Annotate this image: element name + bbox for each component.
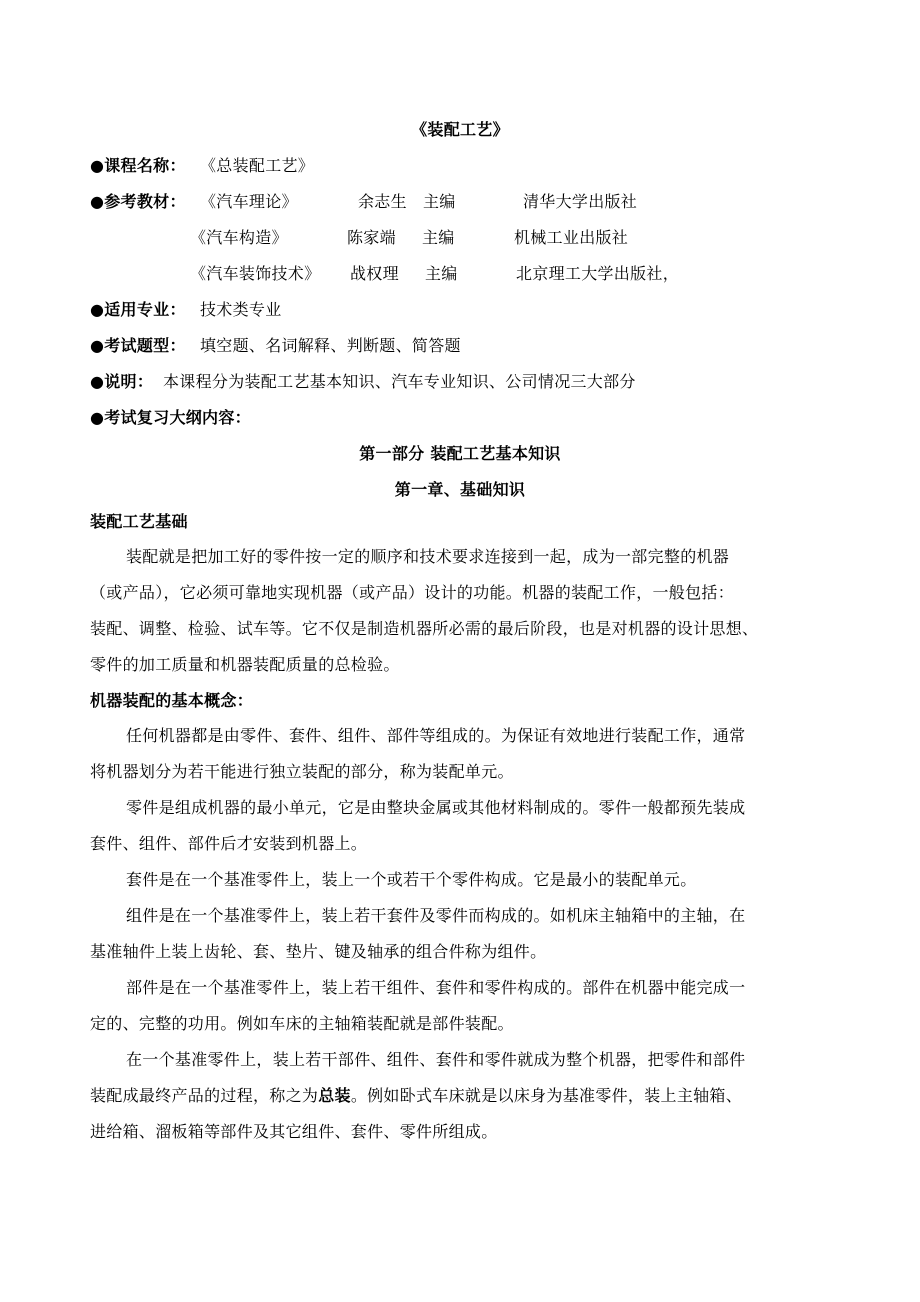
paragraph-line xyxy=(0,542,920,572)
ref-author: 余志生 xyxy=(358,192,407,211)
paragraph-text-pre: 装配成最终产品的过程，称之为 xyxy=(90,1086,319,1105)
exam-type-value: 填空题、名词解释、判断题、简答题 xyxy=(200,336,461,355)
reference-row-3 xyxy=(0,259,920,289)
paragraph-text: 装配就是把加工好的零件按一定的顺序和技术要求连接到一起，成为一部完整的机器 xyxy=(126,547,730,566)
paragraph-line xyxy=(0,757,920,787)
paragraph-line xyxy=(0,793,920,823)
chapter-title: 第一章、基础知识 xyxy=(394,480,526,499)
paragraph-text: 套件、组件、部件后才安装到机器上。 xyxy=(90,834,368,853)
paragraph-line xyxy=(0,829,920,859)
paragraph-line xyxy=(0,1009,920,1039)
paragraph-text: 在一个基准零件上，装上若干部件、组件、套件和零件就成为整个机器，把零件和部件 xyxy=(126,1050,746,1069)
note-row xyxy=(0,367,920,397)
ref-author: 陈家端 xyxy=(347,228,396,247)
paragraph-line xyxy=(0,1081,920,1111)
section-heading xyxy=(0,507,920,537)
paragraph-text: 进给箱、溜板箱等部件及其它组件、套件、零件所组成。 xyxy=(90,1122,498,1141)
paragraph-line xyxy=(0,1045,920,1075)
paragraph-text: （或产品），它必须可靠地实现机器（或产品）设计的功能。机器的装配工作，一般包括： xyxy=(90,583,735,602)
paragraph-line xyxy=(0,578,920,608)
paragraph-line xyxy=(0,650,920,680)
exam-type-label: ●考试题型： xyxy=(90,336,186,355)
section-heading-text: 装配工艺基础 xyxy=(90,512,188,531)
reference-row-2 xyxy=(0,223,920,253)
paragraph-text: 将机器划分为若干能进行独立装配的部分，称为装配单元。 xyxy=(90,762,514,781)
section-heading-text: 机器装配的基本概念： xyxy=(90,691,254,710)
paragraph-text: 套件是在一个基准零件上，装上一个或若干个零件构成。它是最小的装配单元。 xyxy=(126,870,697,889)
paragraph-line xyxy=(0,614,920,644)
ref-role: 主编 xyxy=(423,192,456,211)
section-heading xyxy=(0,686,920,716)
note-label: ●说明： xyxy=(90,372,154,391)
ref-book: 《汽车装饰技术》 xyxy=(190,264,321,283)
paragraph-text-post: 。例如卧式车床就是以床身为基准零件，装上主轴箱、 xyxy=(350,1086,743,1105)
paragraph-line xyxy=(0,721,920,751)
paragraph-text: 装配、调整、检验、试车等。它不仅是制造机器所必需的最后阶段，也是对机器的设计思想、 xyxy=(90,619,759,638)
course-name-value: 《总装配工艺》 xyxy=(200,156,315,175)
references-label: ●参考教材： xyxy=(90,192,186,211)
course-name-label: ●课程名称： xyxy=(90,156,186,175)
ref-role: 主编 xyxy=(425,264,458,283)
ref-role: 主编 xyxy=(422,228,455,247)
outline-label: ●考试复习大纲内容： xyxy=(90,408,251,427)
ref-publisher: 机械工业出版社 xyxy=(514,228,629,247)
paragraph-text: 零件的加工质量和机器装配质量的总检验。 xyxy=(90,655,400,674)
paragraph-line xyxy=(0,937,920,967)
document-title: 《装配工艺》 xyxy=(411,120,509,139)
paragraph-line xyxy=(0,865,920,895)
major-value: 技术类专业 xyxy=(200,300,282,319)
ref-book: 《汽车构造》 xyxy=(190,228,288,247)
major-label: ●适用专业： xyxy=(90,300,186,319)
outline-row xyxy=(0,403,920,433)
note-value: 本课程分为装配工艺基本知识、汽车专业知识、公司情况三大部分 xyxy=(163,372,636,391)
major-row xyxy=(0,295,920,325)
ref-book: 《汽车理论》 xyxy=(200,192,298,211)
ref-publisher: 北京理工大学出版社， xyxy=(516,264,680,283)
course-name-row xyxy=(0,151,920,181)
paragraph-text: 零件是组成机器的最小单元，它是由整块金属或其他材料制成的。零件一般都预先装成 xyxy=(126,798,746,817)
paragraph-text: 基准轴件上装上齿轮、套、垫片、键及轴承的组合件称为组件。 xyxy=(90,942,547,961)
bold-term: 总装 xyxy=(318,1086,351,1105)
paragraph-text xyxy=(90,1081,742,1111)
paragraph-line xyxy=(0,973,920,1003)
ref-publisher: 清华大学出版社 xyxy=(523,192,638,211)
ref-author: 战权理 xyxy=(350,264,399,283)
reference-row-1 xyxy=(0,187,920,217)
exam-type-row xyxy=(0,331,920,361)
paragraph-text: 任何机器都是由零件、套件、组件、部件等组成的。为保证有效地进行装配工作，通常 xyxy=(126,726,746,745)
part-title: 第一部分 装配工艺基本知识 xyxy=(359,444,561,463)
paragraph-text: 组件是在一个基准零件上，装上若干套件及零件而构成的。如机床主轴箱中的主轴，在 xyxy=(126,906,746,925)
paragraph-text: 部件是在一个基准零件上，装上若干组件、套件和零件构成的。部件在机器中能完成一 xyxy=(126,978,746,997)
paragraph-text: 定的、完整的功用。例如车床的主轴箱装配就是部件装配。 xyxy=(90,1014,514,1033)
paragraph-line xyxy=(0,901,920,931)
paragraph-line xyxy=(0,1117,920,1147)
